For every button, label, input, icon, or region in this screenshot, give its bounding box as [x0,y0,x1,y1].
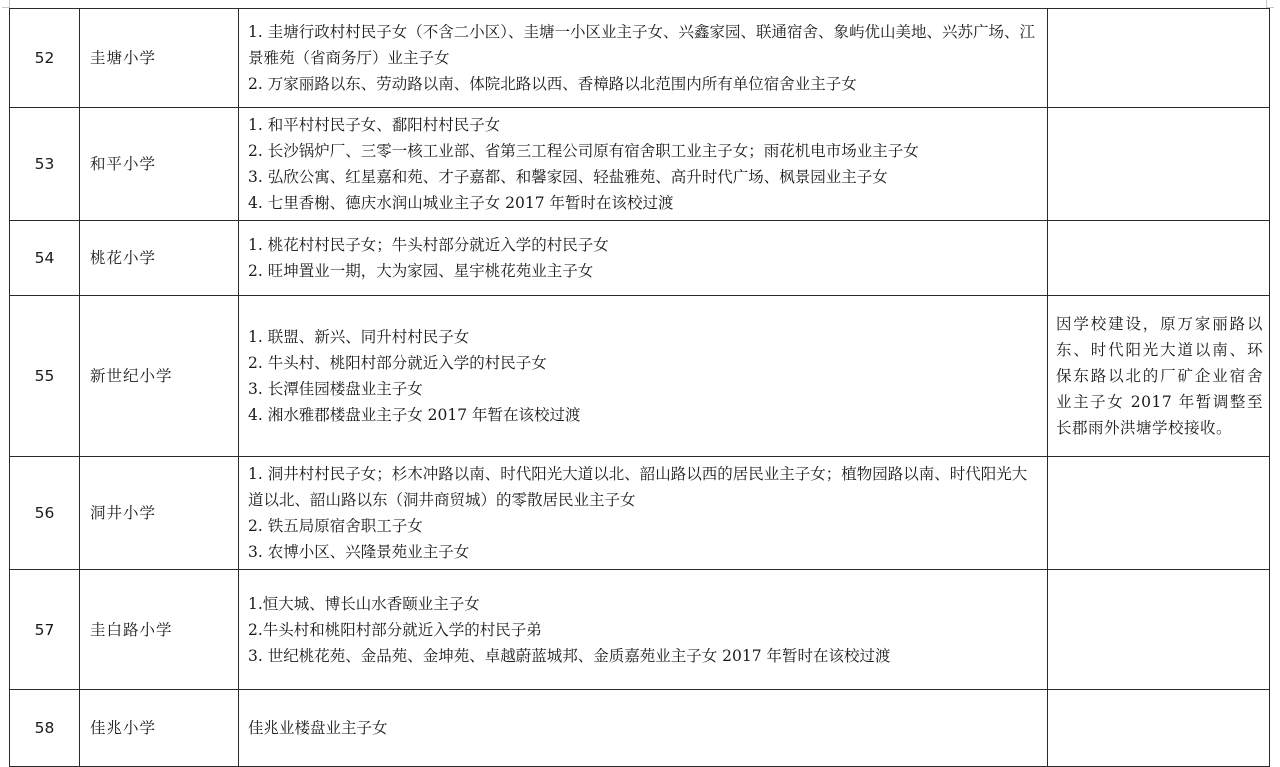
enrollment-area [239,690,1048,767]
remark [1048,9,1270,108]
area-line: 3. 世纪桃花苑、金品苑、金坤苑、卓越蔚蓝城邦、金质嘉苑业主子女 2017 年暂时在该校过渡 [248,646,891,665]
area-line: 2. 万家丽路以东、劳动路以南、体院北路以西、香樟路以北范围内所有单位宿舍业主子女 [248,75,857,93]
row-number: 57 [10,570,80,690]
area-line: 4. 七里香榭、德庆水润山城业主子女 2017 年暂时在该校过渡 [248,194,674,212]
enrollment-area [239,570,1048,690]
table-row [10,9,1270,108]
page-top-edge [0,0,1280,8]
remark [1048,457,1270,570]
row-number: 53 [10,108,80,221]
remark [1048,221,1270,296]
table-row [10,690,1270,767]
row-number: 58 [10,690,80,767]
area-line: 佳兆业楼盘业主子女 [248,719,388,737]
table-row [10,457,1270,570]
area-line: 1. 洞井村村民子女；杉木冲路以南、时代阳光大道以北、韶山路以西的居民业主子女；植物园路以南、时代阳光大道以北、韶山路以东（洞井商贸城）的零散居民业主子女 [248,465,1028,509]
remark: 因学校建设，原万家丽路以东、时代阳光大道以南、环保东路以北的厂矿企业宿舍业主子女 2017 年暂调整至长郡雨外洪塘学校接收。 [1048,296,1270,457]
school-name: 洞井小学 [80,457,239,570]
remark [1048,108,1270,221]
area-line: 2. 牛头村、桃阳村部分就近入学的村民子女 [248,354,547,372]
page-corner-mark-left [2,0,10,8]
area-line: 1. 圭塘行政村村民子女（不含二小区）、圭塘一小区业主子女、兴鑫家园、联通宿舍、象屿优山美地、兴苏广场、江景雅苑（省商务厅）业主子女 [248,23,1035,67]
enrollment-area [239,457,1048,570]
enrollment-area [239,296,1048,457]
area-line: 2. 长沙锅炉厂、三零一核工业部、省第三工程公司原有宿舍职工业主子女；雨花机电市场业主子女 [248,142,919,160]
table-row [10,221,1270,296]
area-line: 3. 弘欣公寓、红星嘉和苑、才子嘉都、和馨家园、轻盐雅苑、高升时代广场、枫景园业主子女 [248,168,888,186]
table-body [10,9,1270,767]
table-row [10,108,1270,221]
school-name: 圭白路小学 [80,570,239,690]
enrollment-area [239,221,1048,296]
enrollment-area [239,108,1048,221]
area-line: 3. 农博小区、兴隆景苑业主子女 [248,543,470,561]
area-line: 2. 旺坤置业一期，大为家园、星宇桃花苑业主子女 [248,262,594,280]
school-name: 圭塘小学 [80,9,239,108]
row-number: 52 [10,9,80,108]
school-name: 桃花小学 [80,221,239,296]
table-row [10,570,1270,690]
table-row [10,296,1270,457]
area-line: 2.牛头村和桃阳村部分就近入学的村民子弟 [248,620,542,639]
school-district-table [9,8,1270,767]
area-line: 1.恒大城、博长山水香颐业主子女 [248,594,480,613]
area-line: 4. 湘水雅郡楼盘业主子女 2017 年暂在该校过渡 [248,406,581,424]
remark [1048,570,1270,690]
area-line: 1. 桃花村村民子女；牛头村部分就近入学的村民子女 [248,236,609,254]
school-name: 新世纪小学 [80,296,239,457]
row-number: 55 [10,296,80,457]
area-line: 1. 和平村村民子女、鄱阳村村民子女 [248,116,501,134]
row-number: 54 [10,221,80,296]
page-corner-mark-right [1266,0,1274,8]
school-name: 佳兆小学 [80,690,239,767]
school-name: 和平小学 [80,108,239,221]
remark [1048,690,1270,767]
area-line: 2. 铁五局原宿舍职工子女 [248,517,423,535]
enrollment-area [239,9,1048,108]
row-number: 56 [10,457,80,570]
area-line: 3. 长潭佳园楼盘业主子女 [248,380,423,398]
area-line: 1. 联盟、新兴、同升村村民子女 [248,328,470,346]
